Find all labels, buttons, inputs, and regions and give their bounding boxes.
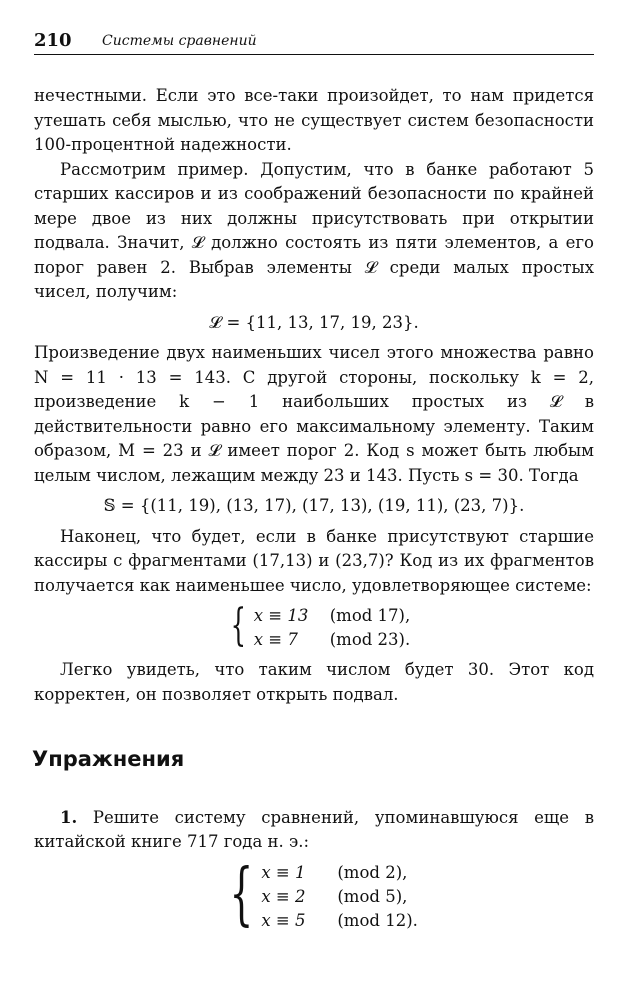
paragraph-4: Наконец, что будет, если в банке присутствуют старшие кассиры с фрагментами (17,13) и (23,7)? Код из их фрагментов получается как наименьшее число, удовлетворяющее системе: (34, 526, 594, 595)
congruence-row (261, 885, 418, 909)
running-head: Системы сравнений (102, 33, 257, 49)
congruence-left: x ≡ 7 (253, 630, 298, 649)
page-body (34, 84, 594, 939)
page-number: 210 (34, 30, 72, 51)
congruence-left: x ≡ 13 (253, 606, 309, 625)
congruence-modulus: (mod 17), (329, 606, 411, 625)
congruence-row (261, 861, 418, 885)
paragraph-2: Рассмотрим пример. Допустим, что в банке работают 5 старших кассиров и из соображений безопасности по крайней мере двое из них должны присутствовать при открытии подвала. Значит, 𝓛 должно состоять из пяти элементов, а его порог равен 2. Выбрав элементы 𝓛 среди малых простых чисел, получим: (34, 159, 594, 301)
congruence-row (254, 604, 411, 628)
congruence-row (261, 909, 418, 933)
congruence-left: x ≡ 5 (261, 910, 306, 930)
congruence-modulus: (mod 23). (329, 630, 411, 649)
congruence-modulus: (mod 2), (337, 862, 408, 882)
congruence-modulus: (mod 12). (337, 910, 418, 930)
congruence-modulus: (mod 5), (337, 886, 408, 906)
congruence-left: x ≡ 2 (261, 886, 306, 906)
left-brace-icon: { (229, 854, 254, 934)
exercise-number: 1. (60, 807, 78, 827)
left-brace-icon: { (230, 600, 246, 651)
congruence-row (254, 628, 411, 652)
paragraph-5: Легко увидеть, что таким числом будет 30. Этот код корректен, он позволяет открыть подвал. (34, 660, 594, 704)
section-title-exercises: Упражнения (32, 747, 185, 771)
equation-set-L: 𝓛 = {11, 13, 17, 19, 23}. (209, 312, 419, 332)
exercise-text: Решите систему сравнений, упоминавшуюся еще в китайской книге 717 года н. э.: (34, 807, 594, 851)
congruence-system-1 (34, 600, 594, 652)
paragraph-3: Произведение двух наименьших чисел этого множества равно N = 11 · 13 = 143. С другой стороны, поскольку k = 2, произведение k − 1 наибольших простых из 𝓛 в действительности равно его максимальному элементу. Таким образом, M = 23 и 𝓛 имеет порог 2. Код s может быть любым целым числом, лежащим между 23 и 143. Пусть s = 30. Тогда (34, 343, 594, 485)
equation-set-S: 𝕊 = {(11, 19), (13, 17), (17, 13), (19, 11), (23, 7)}. (103, 496, 525, 515)
congruence-left: x ≡ 1 (261, 862, 306, 882)
paragraph-1: нечестными. Если это все-таки произойдет, то нам придется утешать себя мыслью, что не существует систем безопасности 100-процентной надежности. (34, 86, 594, 154)
congruence-system-2 (34, 854, 594, 934)
page-header (34, 30, 594, 55)
exercise-1 (34, 806, 594, 855)
